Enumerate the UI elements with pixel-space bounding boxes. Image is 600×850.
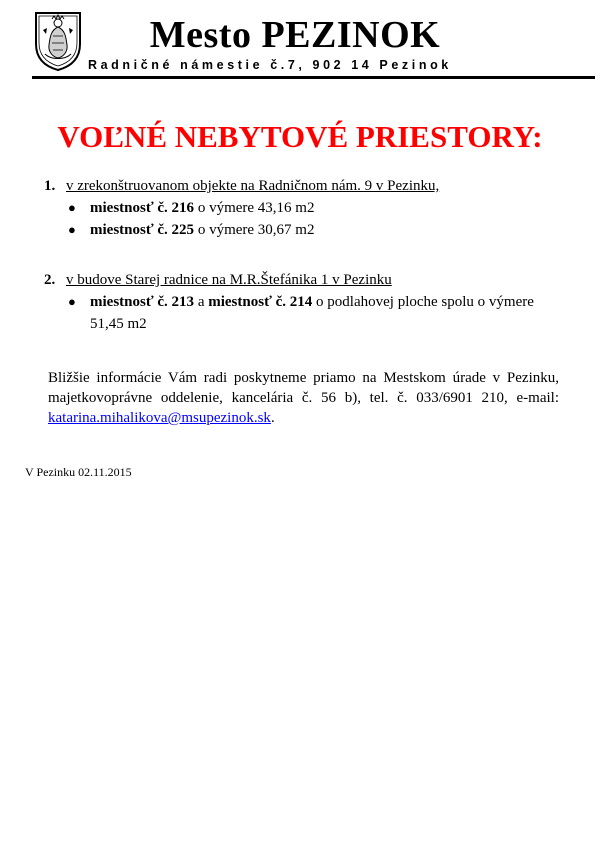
section-2: [44, 269, 564, 335]
section-2-heading-text: v budove Starej radnice na M.R.Štefánika 1 v Pezinku: [66, 272, 392, 288]
section-1-heading-text: v zrekonštruovanom objekte na Radničnom nám. 9 v Pezinku,: [66, 178, 440, 194]
room-label-2: miestnosť č. 214: [208, 294, 313, 310]
section-1: [44, 175, 564, 241]
contact-info-end: .: [270, 410, 275, 426]
city-title: Mesto PEZINOK: [149, 14, 441, 56]
room-area: o výmere 43,16 m2: [194, 200, 315, 216]
date-line: V Pezinku 02.11.2015: [25, 465, 132, 479]
city-address: Radničné námestie č.7, 902 14 Pezinok: [88, 58, 452, 72]
room-area: o výmere 30,67 m2: [194, 222, 315, 238]
list-item: [44, 219, 564, 241]
contact-info-text: Bližšie informácie Vám radi poskytneme priamo na Mestskom úrade v Pezinku, majetkovoprávne oddelenie, kancelária č. 56 b), tel. č. 033/6901 210, e-mail:: [48, 370, 559, 406]
list-item: [44, 291, 564, 335]
room-label: miestnosť č. 216: [90, 200, 195, 216]
page-headline: VOĽNÉ NEBYTOVÉ PRIESTORY:: [57, 119, 543, 154]
section-2-heading: [44, 269, 564, 291]
list-item: [44, 197, 564, 219]
section-1-list: [44, 197, 564, 241]
bullet-icon: ●: [68, 222, 76, 237]
bullet-icon: ●: [68, 294, 76, 309]
section-1-heading: [44, 175, 564, 197]
city-coat-of-arms-icon: [33, 10, 83, 72]
room-label: miestnosť č. 225: [90, 222, 195, 238]
section-2-number: 2.: [44, 272, 56, 288]
room-label: miestnosť č. 213: [90, 294, 195, 310]
bullet-icon: ●: [68, 200, 76, 215]
connector-text: a: [194, 294, 209, 310]
section-2-list: [44, 291, 564, 335]
contact-info: [48, 368, 559, 428]
header-divider: [32, 76, 595, 79]
email-link[interactable]: katarina.mihalikova@msupezinok.sk: [48, 410, 271, 426]
section-1-number: 1.: [44, 178, 56, 194]
room-area: o podlahovej ploche spolu o výmere 51,45 m2: [90, 294, 534, 332]
